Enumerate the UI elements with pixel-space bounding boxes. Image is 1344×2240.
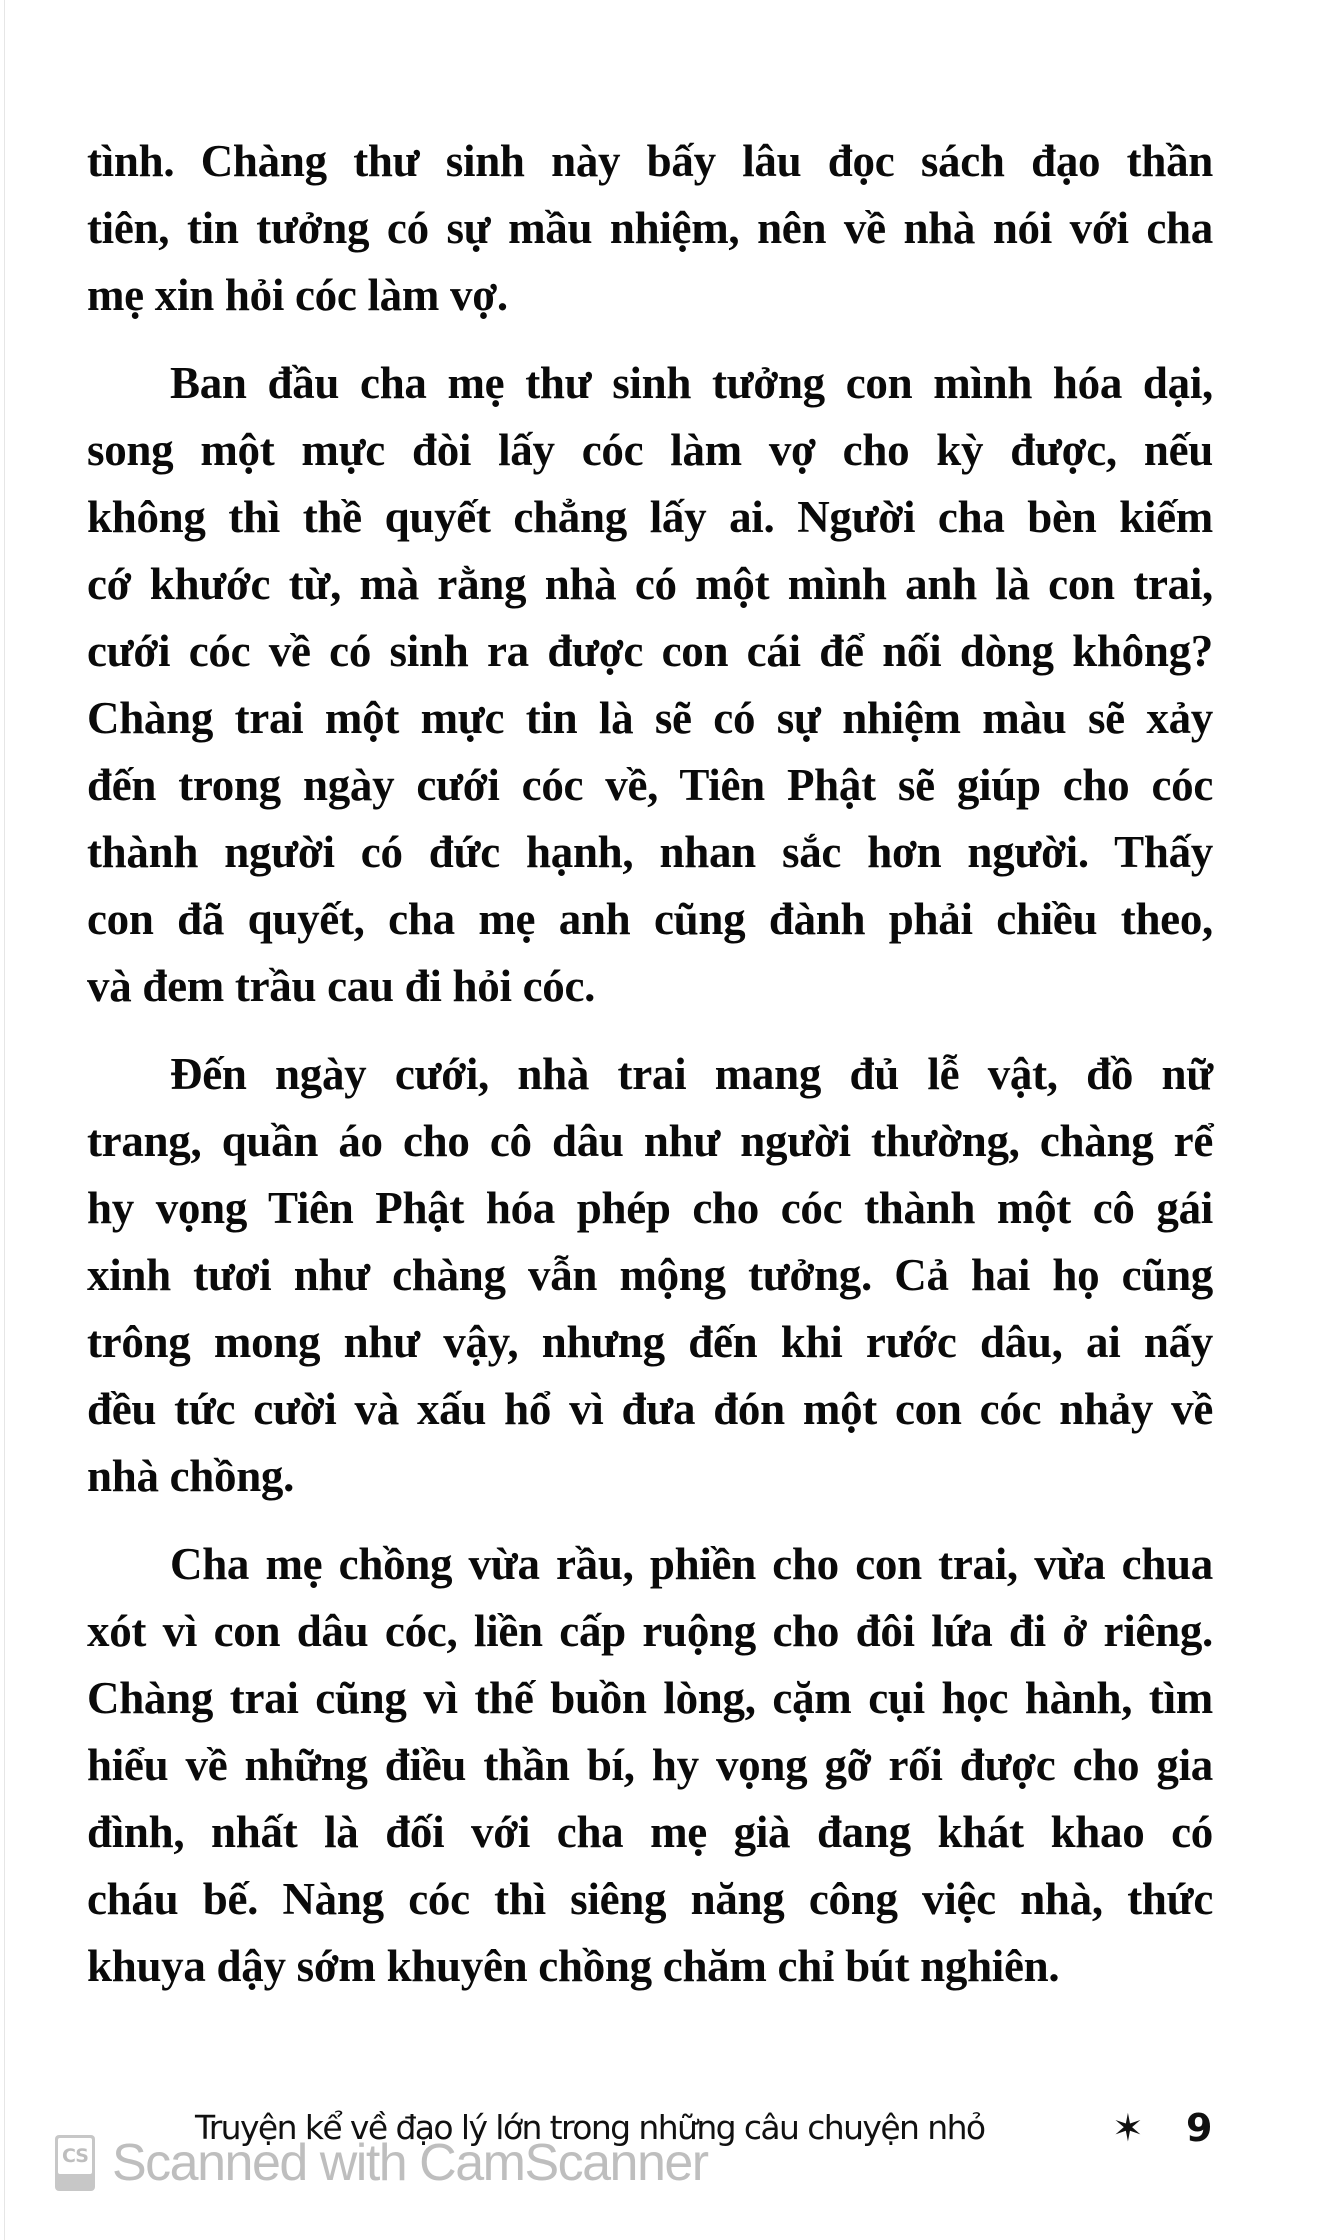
watermark-text: Scanned with CamScanner xyxy=(112,2134,708,2192)
paragraph-2 xyxy=(87,350,1213,1020)
text-line: đến trong ngày cưới cóc về, Tiên Phật sẽ giúp cho cóc xyxy=(87,760,1213,810)
page-edge-line xyxy=(4,0,5,2240)
text-line: thành người có đức hạnh, nhan sắc hơn người. Thấy xyxy=(87,827,1213,877)
text-line: khuya dậy sớm khuyên chồng chăm chỉ bút nghiên. xyxy=(87,1941,1060,1991)
running-title: Truyện kể về đạo lý lớn trong những câu chuyện nhỏ xyxy=(195,2108,985,2147)
text-line: tiên, tin tưởng có sự mầu nhiệm, nên về nhà nói với cha xyxy=(87,203,1213,253)
text-line: không thì thề quyết chẳng lấy ai. Người cha bèn kiếm xyxy=(87,492,1213,542)
star-ornament-icon: ✶ xyxy=(1112,2106,1144,2150)
camscanner-watermark xyxy=(55,2133,708,2193)
page-number: 9 xyxy=(1186,2106,1213,2150)
paragraph-1 xyxy=(87,128,1213,329)
text-line: Đến ngày cưới, nhà trai mang đủ lễ vật, đồ nữ xyxy=(170,1049,1213,1099)
text-line: hiểu về những điều thần bí, hy vọng gỡ rối được cho gia xyxy=(87,1740,1213,1790)
text-line: song một mực đòi lấy cóc làm vợ cho kỳ được, nếu xyxy=(87,425,1213,475)
text-line: đều tức cười và xấu hổ vì đưa đón một con cóc nhảy về xyxy=(87,1384,1213,1434)
text-line: xinh tươi như chàng vẫn mộng tưởng. Cả hai họ cũng xyxy=(87,1250,1213,1300)
text-line: Chàng trai một mực tin là sẽ có sự nhiệm màu sẽ xảy xyxy=(87,693,1213,743)
text-line: nhà chồng. xyxy=(87,1451,295,1501)
paragraph-4 xyxy=(87,1531,1213,2000)
text-line: trang, quần áo cho cô dâu như người thường, chàng rể xyxy=(87,1116,1213,1166)
text-line: Chàng trai cũng vì thế buồn lòng, cặm cụi học hành, tìm xyxy=(87,1673,1213,1723)
paragraph-3 xyxy=(87,1041,1213,1510)
camscanner-logo-icon xyxy=(55,2135,95,2191)
text-line: cưới cóc về có sinh ra được con cái để nối dòng không? xyxy=(87,626,1213,676)
text-line: xót vì con dâu cóc, liền cấp ruộng cho đôi lứa đi ở riêng. xyxy=(87,1606,1213,1656)
camscanner-badge-text: CS xyxy=(58,2138,92,2174)
text-line: đình, nhất là đối với cha mẹ già đang khát khao có xyxy=(87,1807,1213,1857)
text-line: cháu bế. Nàng cóc thì siêng năng công việc nhà, thức xyxy=(87,1874,1213,1924)
text-line: cớ khước từ, mà rằng nhà có một mình anh là con trai, xyxy=(87,559,1213,609)
text-line: con đã quyết, cha mẹ anh cũng đành phải chiều theo, xyxy=(87,894,1213,944)
text-line: hy vọng Tiên Phật hóa phép cho cóc thành một cô gái xyxy=(87,1183,1213,1233)
body-text xyxy=(87,128,1213,2021)
text-line: Cha mẹ chồng vừa rầu, phiền cho con trai, vừa chua xyxy=(170,1539,1213,1589)
text-line: trông mong như vậy, nhưng đến khi rước dâu, ai nấy xyxy=(87,1317,1213,1367)
text-line: mẹ xin hỏi cóc làm vợ. xyxy=(87,270,508,320)
text-line: và đem trầu cau đi hỏi cóc. xyxy=(87,961,596,1011)
text-line: Ban đầu cha mẹ thư sinh tưởng con mình hóa dại, xyxy=(170,358,1213,408)
text-line: tình. Chàng thư sinh này bấy lâu đọc sách đạo thần xyxy=(87,136,1213,186)
